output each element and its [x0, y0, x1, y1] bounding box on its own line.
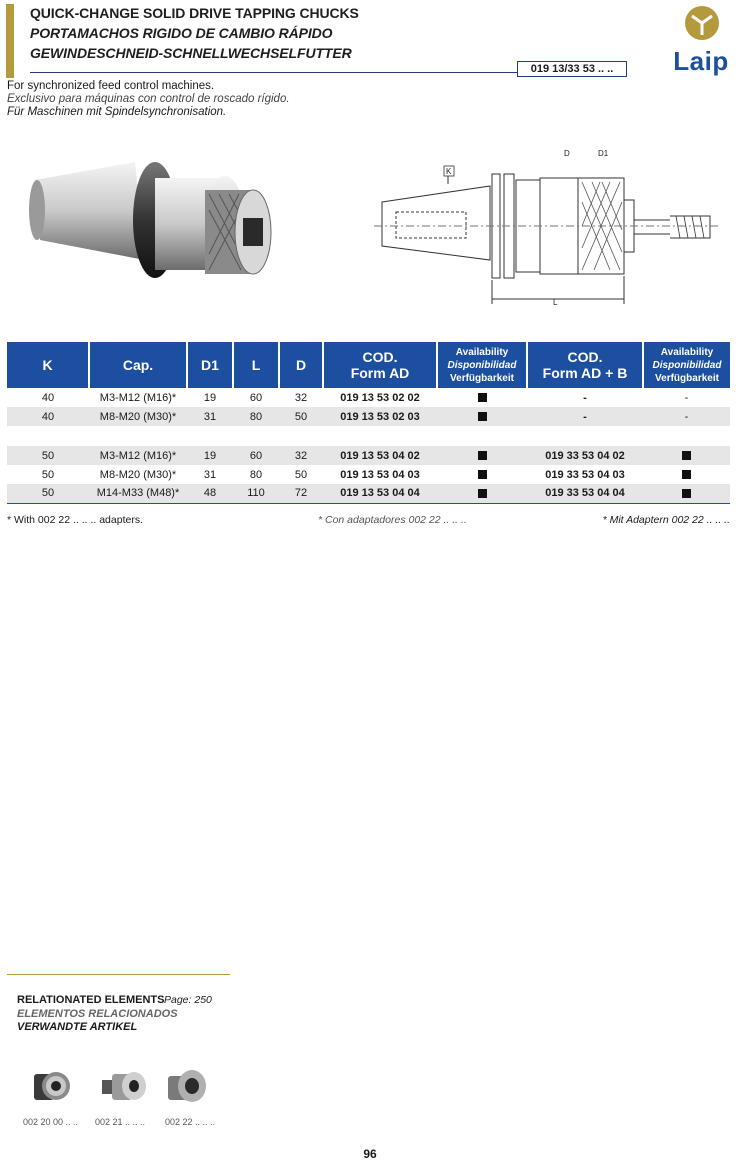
- cell-k: 50: [41, 468, 55, 481]
- footnote-de: * Mit Adaptern 002 22 .. .. ..: [602, 514, 730, 526]
- related-item-image[interactable]: [98, 1066, 150, 1106]
- table-row: [7, 407, 730, 426]
- availability-cell: [437, 388, 527, 407]
- availability-cell: [437, 484, 527, 503]
- logo-emblem-icon: [685, 6, 719, 40]
- related-item-code: 002 21 .. .. ..: [95, 1117, 146, 1127]
- cell-cap: M14-M33 (M48)*: [89, 484, 187, 503]
- product-code-ref: 019 13/33 53 .. ..: [517, 61, 627, 77]
- col-header-availability-ad: Availability Disponibilidad Verfügbarkeit: [437, 342, 527, 388]
- cell-code-adb: -: [583, 391, 587, 404]
- availability-cell: [643, 446, 730, 465]
- cell-l: 110: [233, 484, 279, 503]
- drawing-label-d: D: [564, 149, 570, 158]
- col-header-code-adb: COD. Form AD + B: [527, 342, 643, 388]
- col-header-cap: Cap.: [89, 342, 187, 388]
- cell-code-ad: 019 13 53 04 02: [323, 446, 437, 465]
- spec-table: [7, 342, 730, 504]
- drawing-label-k: K: [446, 167, 452, 176]
- table-row: [7, 484, 730, 503]
- related-item-code: 002 20 00 .. ..: [23, 1117, 79, 1127]
- available-square-icon: [478, 393, 487, 402]
- cell-d1: 48: [187, 484, 233, 503]
- description-de: Für Maschinen mit Spindelsynchronisation.: [7, 106, 227, 118]
- available-square-icon: [682, 489, 691, 498]
- availability-cell: -: [684, 391, 689, 404]
- description-es: Exclusivo para máquinas con control de roscado rígido.: [7, 93, 290, 105]
- cell-code-ad: 019 13 53 04 03: [340, 468, 420, 481]
- cell-k: 40: [41, 391, 55, 404]
- cell-cap: M8-M20 (M30)*: [99, 468, 177, 481]
- cell-d: 32: [279, 446, 323, 465]
- cell-k: 50: [7, 446, 89, 465]
- cell-code-ad: 019 13 53 02 02: [340, 391, 420, 404]
- cell-d1: 31: [203, 468, 217, 481]
- cell-d: 50: [294, 468, 308, 481]
- cell-k: 50: [7, 484, 89, 503]
- cell-code-ad: 019 13 53 02 03: [323, 407, 437, 426]
- col-header-l: L: [233, 342, 279, 388]
- cell-cap: M8-M20 (M30)*: [89, 407, 187, 426]
- page-number: 96: [363, 1147, 377, 1161]
- cell-code-adb: 019 33 53 04 02: [527, 446, 643, 465]
- cell-d: 32: [294, 391, 308, 404]
- cell-k: 40: [7, 407, 89, 426]
- footnote-es: * Con adaptadores 002 22 .. .. ..: [318, 514, 467, 526]
- related-title-es: ELEMENTOS RELACIONADOS: [17, 1008, 178, 1020]
- drawing-label-l: L: [553, 298, 558, 307]
- table-row: [7, 446, 730, 465]
- title-en: QUICK-CHANGE SOLID DRIVE TAPPING CHUCKS: [30, 5, 359, 21]
- table-body: [7, 388, 730, 503]
- cell-l: 80: [233, 407, 279, 426]
- cell-code-adb: 019 33 53 04 04: [527, 484, 643, 503]
- col-header-d1: D1: [187, 342, 233, 388]
- footnote-en: * With 002 22 .. .. .. adapters.: [7, 514, 143, 526]
- availability-cell: -: [643, 407, 730, 426]
- availability-cell: [437, 465, 527, 484]
- col-header-code-ad: COD. Form AD: [323, 342, 437, 388]
- product-photo: [25, 150, 285, 300]
- logo-wordmark: Laip: [673, 46, 729, 76]
- cell-cap: M3-M12 (M16)*: [89, 446, 187, 465]
- cell-l: 60: [233, 446, 279, 465]
- cell-code-ad: 019 13 53 04 04: [323, 484, 437, 503]
- cell-d: 72: [279, 484, 323, 503]
- title-de: GEWINDESCHNEID-SCHNELLWECHSELFUTTER: [30, 45, 352, 61]
- related-item-image[interactable]: [164, 1066, 216, 1106]
- table-row: [7, 388, 730, 407]
- cell-d1: 31: [187, 407, 233, 426]
- cell-l: 80: [249, 468, 263, 481]
- available-square-icon: [478, 489, 487, 498]
- table-header-row: [7, 342, 730, 388]
- related-title-de: VERWANDTE ARTIKEL: [17, 1021, 138, 1033]
- technical-drawing: [370, 142, 728, 310]
- available-square-icon: [478, 451, 487, 460]
- available-square-icon: [478, 412, 487, 421]
- brand-logo: [664, 6, 738, 80]
- cell-d1: 19: [203, 391, 217, 404]
- drawing-label-d1: D1: [598, 149, 609, 158]
- spacer-cell: [7, 426, 730, 446]
- availability-cell: [643, 484, 730, 503]
- description-en: For synchronized feed control machines.: [7, 80, 215, 92]
- related-title-en: RELATIONATED ELEMENTS: [17, 994, 165, 1006]
- availability-cell: [437, 446, 527, 465]
- available-square-icon: [478, 470, 487, 479]
- available-square-icon: [682, 451, 691, 460]
- cell-d: 50: [279, 407, 323, 426]
- cell-d1: 19: [187, 446, 233, 465]
- title-es: PORTAMACHOS RIGIDO DE CAMBIO RÁPIDO: [30, 25, 333, 41]
- col-header-availability-adb: Availability Disponibilidad Verfügbarkeit: [643, 342, 730, 388]
- related-divider: [7, 974, 230, 975]
- col-header-k: K: [7, 342, 89, 388]
- header-accent-bar: [6, 4, 14, 78]
- table-spacer-row: [7, 426, 730, 446]
- cell-l: 60: [249, 391, 263, 404]
- related-page-ref: Page: 250: [164, 994, 212, 1006]
- related-item-image[interactable]: [26, 1066, 78, 1106]
- related-item-code: 002 22 .. .. ..: [165, 1117, 216, 1127]
- cell-code-adb: -: [527, 407, 643, 426]
- cell-cap: M3-M12 (M16)*: [99, 391, 177, 404]
- available-square-icon: [682, 470, 691, 479]
- availability-cell: [437, 407, 527, 426]
- cell-code-adb: 019 33 53 04 03: [545, 468, 625, 481]
- table-row: [7, 465, 730, 484]
- col-header-d: D: [279, 342, 323, 388]
- availability-cell: [643, 465, 730, 484]
